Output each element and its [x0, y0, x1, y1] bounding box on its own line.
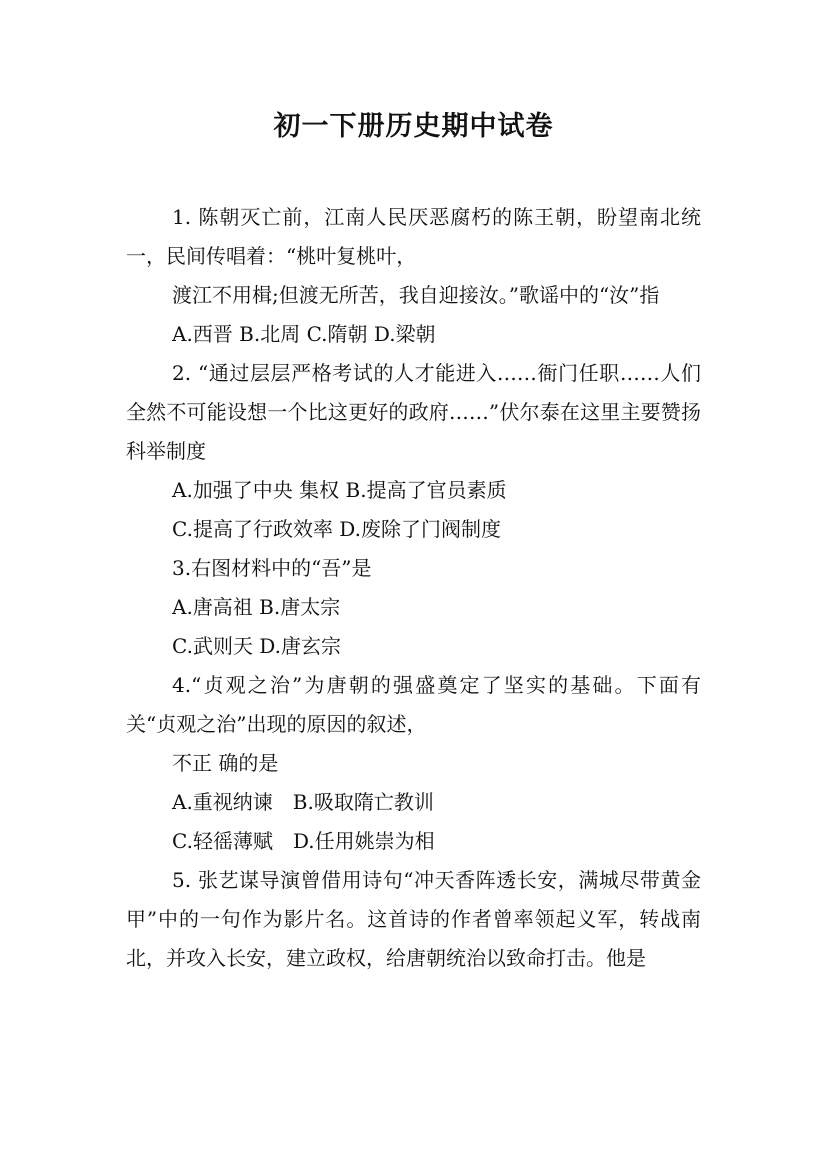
question-4-options-ab: A.重视纳谏 B.吸取隋亡教训	[172, 790, 434, 814]
question-2-options-cd: C.提高了行政效率 D.废除了门阀制度	[172, 517, 501, 541]
question-1-line-2: 渡江不用楫;但渡无所苦，我自迎接汝。”歌谣中的“汝”指	[172, 283, 660, 307]
question-4-options-cd: C.轻徭薄赋 D.任用姚崇为相	[172, 829, 435, 853]
question-2-options-ab: A.加强了中央 集权 B.提高了官员素质	[172, 478, 507, 502]
question-3-options-ab: A.唐高祖 B.唐太宗	[172, 595, 341, 619]
document-title: 初一下册历史期中试卷	[273, 111, 554, 142]
question-4-stem: 4.“贞观之治”为唐朝的强盛奠定了坚实的基础。下面有关“贞观之治”出现的原因的叙述，	[126, 673, 701, 736]
question-5-stem: 5. 张艺谋导演曾借用诗句“冲天香阵透长安，满城尽带黄金甲”中的一句作为影片名。这首诗的作者曾率领起义军，转战南北，并攻入长安，建立政权，给唐朝统治以致命打击。他是	[126, 868, 701, 970]
question-1-line-1: 1. 陈朝灭亡前，江南人民厌恶腐朽的陈王朝，盼望南北统一，民间传唱着：“桃叶复桃叶，	[126, 205, 701, 268]
question-2-stem: 2. “通过层层严格考试的人才能进入……衙门任职……人们全然不可能设想一个比这更好的政府……”伏尔泰在这里主要赞扬科举制度	[126, 361, 701, 463]
document-body	[126, 198, 701, 978]
question-1-options: A.西晋 B.北周 C.隋朝 D.梁朝	[172, 322, 436, 346]
question-3-stem: 3.右图材料中的“吾”是	[172, 556, 372, 580]
question-3-options-cd: C.武则天 D.唐玄宗	[172, 634, 341, 658]
question-4-stem-cont: 不正 确的是	[172, 751, 279, 775]
